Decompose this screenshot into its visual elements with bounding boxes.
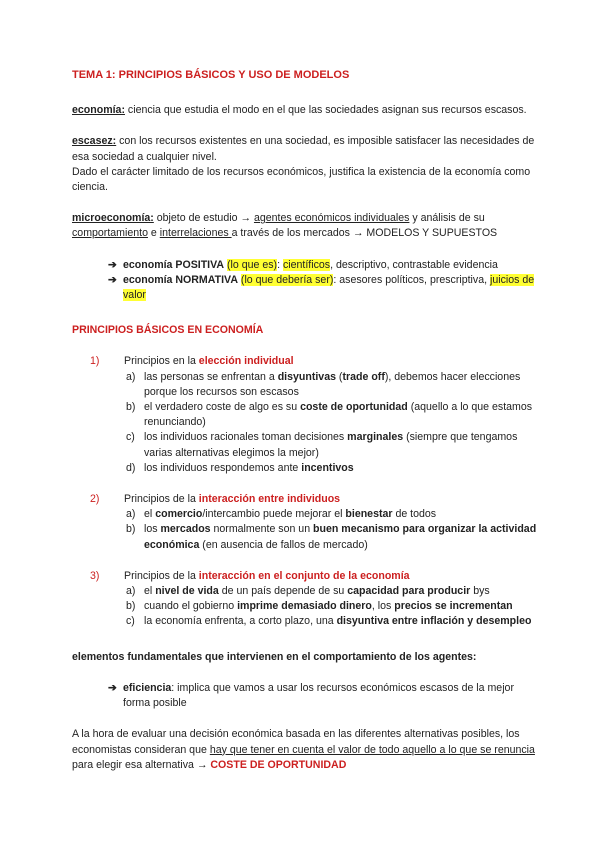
bold-text: eficiencia bbox=[123, 681, 172, 694]
text-segment: las personas se enfrentan a bbox=[144, 370, 278, 383]
definition-economia bbox=[72, 103, 540, 118]
principle-3 bbox=[90, 569, 540, 584]
arrow-right-icon: ➔ bbox=[108, 681, 117, 694]
bold-text: imprime demasiado dinero bbox=[237, 600, 372, 613]
bold-text: economía POSITIVA bbox=[123, 258, 225, 271]
text-segment: A la hora de evaluar una decisión económica basada en las diferentes alternativas posibles, los economistas consideran que bbox=[72, 728, 520, 756]
text-segment: /intercambio puede mejorar el bbox=[202, 508, 346, 521]
text-segment: a través de los mercados → MODELOS Y SUPUESTOS bbox=[231, 227, 498, 240]
section-heading-elementos: elementos fundamentales que intervienen en el comportamiento de los agentes: bbox=[72, 650, 477, 663]
bold-text: mercados bbox=[160, 523, 211, 536]
red-text: elección individual bbox=[198, 355, 294, 368]
text-segment: : implica que vamos a usar los recursos económicos escasos de la mejor forma posible bbox=[123, 681, 514, 710]
highlighted-text: juicios de valor bbox=[123, 273, 535, 302]
principle-2 bbox=[90, 492, 540, 507]
definition-text: ciencia que estudia el modo en el que las sociedades asignan sus recursos escasos. bbox=[124, 104, 527, 117]
text-segment: (aquello a lo que estamos renunciando) bbox=[144, 401, 533, 429]
list-item bbox=[108, 273, 540, 303]
list-number: 1) bbox=[90, 355, 100, 368]
bold-text: precios se incrementan bbox=[394, 600, 513, 613]
text-segment: , los bbox=[371, 600, 395, 613]
text-segment: Principios de la bbox=[124, 569, 199, 582]
arrow-right-icon: ➔ bbox=[108, 258, 117, 271]
list-item bbox=[126, 400, 540, 430]
principle-3-list bbox=[72, 584, 540, 630]
text-segment: objeto de estudio → bbox=[153, 212, 254, 225]
text-segment: ), debemos hacer elecciones porque los recursos son escasos bbox=[144, 370, 521, 398]
list-label: a) bbox=[126, 585, 136, 598]
closing-paragraph bbox=[72, 727, 540, 773]
page-title: TEMA 1: PRINCIPIOS BÁSICOS Y USO DE MODELOS bbox=[72, 69, 350, 81]
list-item bbox=[126, 507, 540, 522]
list-label: a) bbox=[126, 508, 136, 521]
text-segment: los bbox=[144, 523, 161, 536]
term-economia: economía: bbox=[72, 104, 125, 117]
bold-text: marginales bbox=[347, 431, 404, 444]
elementos-list bbox=[72, 681, 540, 711]
list-item bbox=[126, 370, 540, 400]
definition-microeconomia bbox=[72, 211, 540, 241]
principle-1 bbox=[90, 354, 540, 369]
list-label: b) bbox=[126, 523, 136, 536]
highlighted-text: (lo que debería ser) bbox=[240, 273, 334, 286]
list-item bbox=[126, 461, 540, 476]
list-item bbox=[108, 681, 540, 711]
text-segment: e bbox=[147, 227, 160, 240]
red-text: COSTE DE OPORTUNIDAD bbox=[210, 758, 347, 771]
bold-text: incentivos bbox=[301, 461, 354, 474]
text-segment: Principios en la bbox=[124, 355, 199, 368]
bold-text: comercio bbox=[155, 508, 203, 521]
highlighted-text: científicos bbox=[282, 258, 331, 271]
list-label: c) bbox=[126, 431, 135, 444]
principle-1-list bbox=[72, 370, 540, 476]
text-segment: cuando el gobierno bbox=[144, 600, 238, 613]
text-segment: el bbox=[144, 585, 156, 598]
text-segment: para elegir esa alternativa → bbox=[72, 758, 211, 771]
list-item bbox=[126, 614, 540, 629]
bold-text: disyuntiva entre inflación y desempleo bbox=[336, 615, 532, 628]
list-item bbox=[126, 522, 540, 552]
list-label: d) bbox=[126, 461, 136, 474]
bold-text: economía NORMATIVA bbox=[123, 273, 238, 286]
list-item bbox=[126, 430, 540, 460]
definition-escasez bbox=[72, 134, 540, 164]
text-segment: el bbox=[144, 508, 156, 521]
bold-text: buen mecanismo para organizar la actividad económica bbox=[144, 523, 537, 551]
bold-text: capacidad para producir bbox=[347, 585, 471, 598]
highlighted-text: (lo que es) bbox=[227, 258, 278, 271]
text-segment: la economía enfrenta, a corto plazo, una bbox=[144, 615, 337, 628]
definition-text: con los recursos existentes en una sociedad, es imposible satisfacer las necesidades de esa sociedad a cualquier nivel. bbox=[72, 135, 535, 163]
list-item bbox=[126, 584, 540, 599]
bold-text: bienestar bbox=[345, 508, 393, 521]
underlined-text: comportamiento bbox=[72, 227, 148, 240]
arrow-right-icon: ➔ bbox=[108, 273, 117, 286]
text-segment: de un país depende de su bbox=[218, 585, 348, 598]
list-item bbox=[108, 258, 540, 273]
text-segment: : bbox=[277, 258, 283, 271]
text-segment: , descriptivo, contrastable evidencia bbox=[330, 258, 498, 271]
section-heading-principios: PRINCIPIOS BÁSICOS EN ECONOMÍA bbox=[72, 324, 264, 337]
text-segment: los individuos respondemos ante bbox=[144, 461, 302, 474]
text-segment: los individuos racionales toman decisiones bbox=[144, 431, 348, 444]
text-segment: (siempre que tengamos varias alternativas elegimos la mejor) bbox=[144, 431, 518, 459]
term-escasez: escasez: bbox=[72, 135, 117, 148]
list-label: b) bbox=[126, 600, 136, 613]
bold-text: nivel de vida bbox=[155, 585, 219, 598]
text-segment: de todos bbox=[392, 508, 437, 521]
list-number: 2) bbox=[90, 493, 100, 506]
underlined-text: agentes económicos individuales bbox=[253, 212, 410, 225]
underlined-text: interrelaciones bbox=[159, 227, 232, 240]
text-segment: ( bbox=[335, 370, 343, 383]
red-text: interacción en el conjunto de la economía bbox=[198, 569, 410, 582]
text-segment: normalmente son un bbox=[210, 523, 314, 536]
principle-2-list bbox=[72, 507, 540, 553]
text-segment: (en ausencia de fallos de mercado) bbox=[199, 538, 368, 551]
list-label: b) bbox=[126, 401, 136, 414]
list-number: 3) bbox=[90, 569, 100, 582]
bold-text: disyuntivas bbox=[277, 370, 336, 383]
text-segment: : asesores políticos, prescriptiva, bbox=[333, 273, 490, 286]
text-segment: y análisis de su bbox=[409, 212, 485, 225]
text-segment: el verdadero coste de algo es su bbox=[144, 401, 301, 414]
escasez-extra: Dado el carácter limitado de los recursos económicos, justifica la existencia de la economía como ciencia. bbox=[72, 165, 531, 194]
term-microeconomia: microeconomía: bbox=[72, 212, 154, 225]
list-label: c) bbox=[126, 615, 135, 628]
bold-text: trade off bbox=[342, 370, 385, 383]
list-item bbox=[126, 599, 540, 614]
text-segment: bys bbox=[470, 585, 490, 598]
list-label: a) bbox=[126, 370, 136, 383]
red-text: interacción entre individuos bbox=[198, 493, 341, 506]
bold-text: coste de oportunidad bbox=[300, 401, 408, 414]
text-segment: Principios de la bbox=[124, 493, 199, 506]
economia-types-list bbox=[72, 258, 540, 304]
underlined-text: hay que tener en cuenta el valor de todo aquello a lo que se renuncia bbox=[209, 743, 535, 756]
